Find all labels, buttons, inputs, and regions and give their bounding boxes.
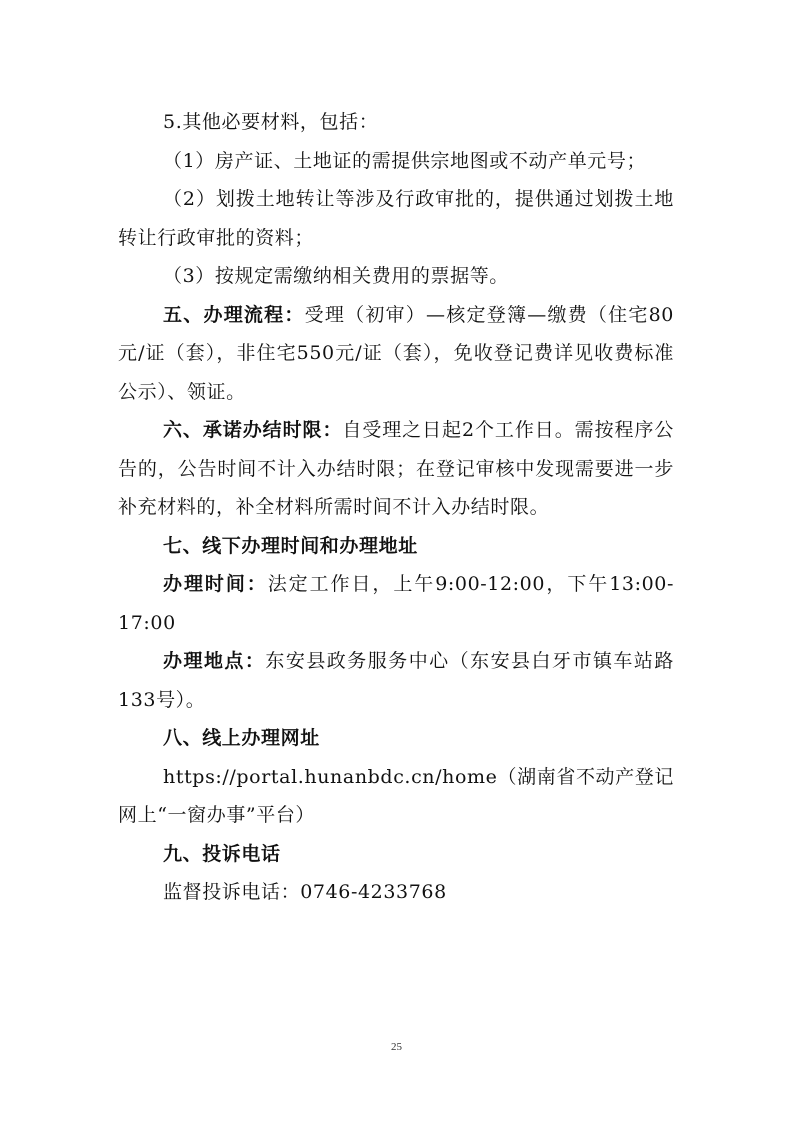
section-5-text: 受理（初审）—核定登簿—缴费（住宅80元/证（套），非住宅550元/证（套），免收登记费详见收费标准公示）、领证。: [118, 303, 674, 403]
office-address-text: 东安县政务服务中心（东安县白牙市镇车站路133号）。: [118, 650, 674, 711]
section-5-paragraph: [118, 296, 674, 412]
item-5-3-paragraph: （3）按规定需缴纳相关费用的票据等。: [163, 265, 509, 287]
document-body: [118, 103, 674, 912]
online-url-paragraph: https://portal.hunanbdc.cn/home（湖南省不动产登记网上“一窗办事”平台）: [118, 765, 674, 826]
section-9-heading: 九、投诉电话: [163, 842, 281, 865]
office-hours-text: 法定工作日，上午9:00-12:00，下午13:00-17:00: [118, 573, 674, 634]
office-address-label: 办理地点：: [163, 650, 266, 672]
item-5-1-paragraph: （1）房产证、土地证的需提供宗地图或不动产单元号；: [163, 149, 647, 172]
section-8-heading: 八、线上办理网址: [163, 727, 320, 749]
section-6-heading: 六、承诺办结时限：: [163, 419, 343, 441]
office-hours-paragraph: [118, 565, 674, 642]
section-5-heading: 五、办理流程：: [163, 303, 305, 326]
section-6-paragraph: [118, 411, 674, 527]
item-5-paragraph: 5.其他必要材料，包括：: [163, 111, 379, 133]
page-number: 25: [391, 1041, 402, 1053]
section-7-heading: 七、线下办理时间和办理地址: [163, 534, 418, 557]
section-6-text: 自受理之日起2个工作日。需按程序公告的，公告时间不计入办结时限；在登记审核中发现需要进一步补充材料的，补全材料所需时间不计入办结时限。: [118, 419, 674, 518]
office-hours-label: 办理时间：: [163, 573, 268, 595]
complaint-phone-paragraph: 监督投诉电话：0746-4233768: [163, 881, 447, 903]
item-5-2-paragraph: （2）划拨土地转让等涉及行政审批的，提供通过划拨土地转让行政审批的资料；: [118, 188, 674, 249]
office-address-paragraph: [118, 642, 674, 719]
